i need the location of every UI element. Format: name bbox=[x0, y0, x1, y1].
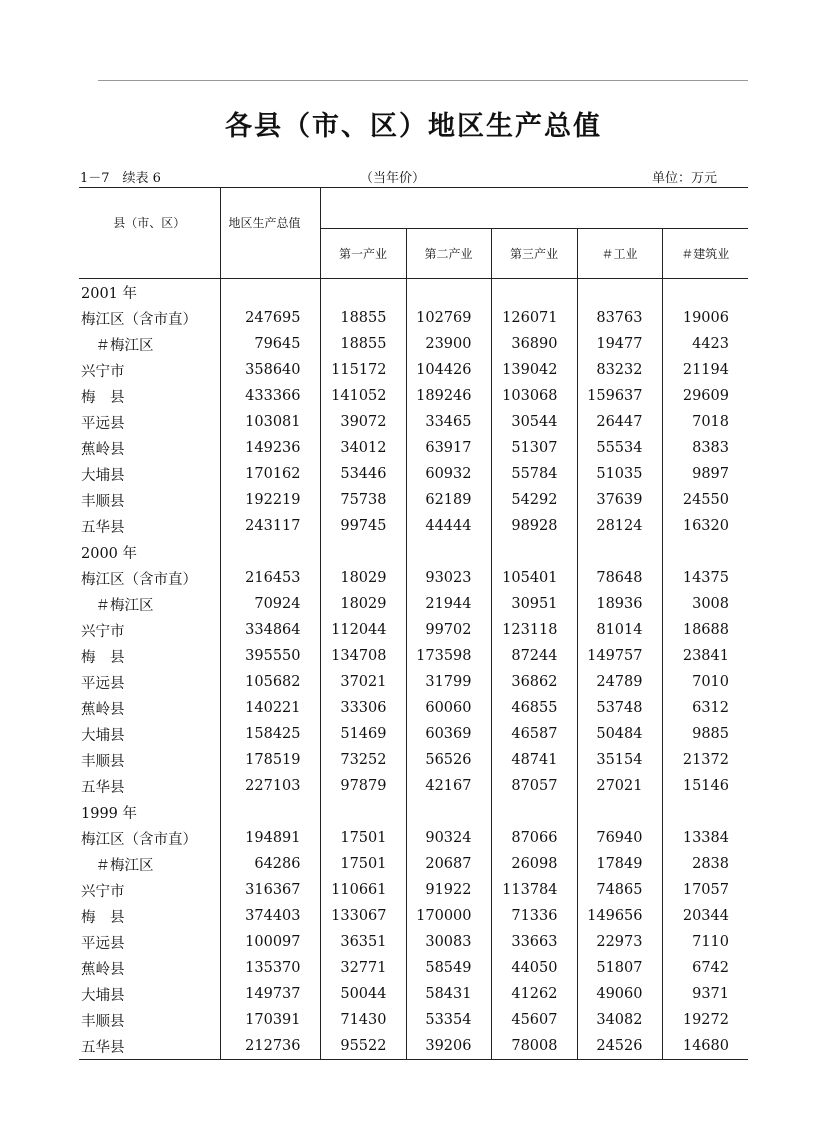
value-cell: 30544 bbox=[491, 409, 577, 435]
value-cell: 27021 bbox=[577, 773, 662, 799]
empty-cell bbox=[491, 799, 577, 825]
table-row bbox=[79, 461, 748, 487]
value-cell: 97879 bbox=[320, 773, 406, 799]
empty-cell bbox=[491, 279, 577, 306]
table-row bbox=[79, 305, 748, 331]
value-cell: 78008 bbox=[491, 1033, 577, 1060]
value-cell: 21194 bbox=[682, 362, 729, 378]
value-cell: 6312 bbox=[692, 700, 729, 716]
value-cell: 103068 bbox=[491, 383, 577, 409]
county-name: 大埔县 bbox=[79, 981, 220, 1007]
county-name: 大埔县 bbox=[79, 721, 220, 747]
empty-cell bbox=[662, 539, 748, 565]
empty-cell bbox=[320, 539, 406, 565]
value-cell: 18688 bbox=[682, 622, 729, 638]
value-cell: 227103 bbox=[220, 773, 320, 799]
header-industry: ＃工业 bbox=[577, 229, 662, 279]
value-cell: 63917 bbox=[406, 435, 491, 461]
empty-cell bbox=[577, 279, 662, 306]
value-cell: 93023 bbox=[406, 565, 491, 591]
value-cell: 49060 bbox=[577, 981, 662, 1007]
value-cell: 21372 bbox=[682, 752, 729, 768]
value-cell: 2838 bbox=[692, 856, 729, 872]
value-cell: 71336 bbox=[491, 903, 577, 929]
value-cell: 17501 bbox=[320, 851, 406, 877]
value-cell: 87066 bbox=[491, 825, 577, 851]
value-cell: 51307 bbox=[491, 435, 577, 461]
value-cell: 51469 bbox=[320, 721, 406, 747]
value-cell: 53748 bbox=[577, 695, 662, 721]
header-construction: ＃建筑业 bbox=[662, 229, 748, 279]
table-row bbox=[79, 565, 748, 591]
county-name: 梅江区（含市直） bbox=[79, 305, 220, 331]
value-cell: 23900 bbox=[406, 331, 491, 357]
value-cell: 141052 bbox=[320, 383, 406, 409]
table-row bbox=[79, 825, 748, 851]
value-cell: 135370 bbox=[220, 955, 320, 981]
value-cell: 9885 bbox=[692, 726, 729, 742]
value-cell: 32771 bbox=[320, 955, 406, 981]
value-cell: 58549 bbox=[406, 955, 491, 981]
value-cell: 178519 bbox=[220, 747, 320, 773]
county-name: ＃梅江区 bbox=[79, 331, 220, 357]
table-row bbox=[79, 1033, 748, 1060]
value-cell: 26098 bbox=[491, 851, 577, 877]
county-name: 兴宁市 bbox=[79, 877, 220, 903]
value-cell: 18855 bbox=[320, 331, 406, 357]
value-cell: 105401 bbox=[491, 565, 577, 591]
value-cell: 247695 bbox=[220, 305, 320, 331]
value-cell: 216453 bbox=[220, 565, 320, 591]
value-cell: 91922 bbox=[406, 877, 491, 903]
value-cell: 24550 bbox=[682, 492, 729, 508]
value-cell: 115172 bbox=[320, 357, 406, 383]
value-cell: 83763 bbox=[577, 305, 662, 331]
value-cell: 149656 bbox=[577, 903, 662, 929]
value-cell: 99702 bbox=[406, 617, 491, 643]
page-title: 各县（市、区）地区生产总值 bbox=[225, 111, 602, 142]
value-cell: 60932 bbox=[406, 461, 491, 487]
value-cell: 24526 bbox=[577, 1033, 662, 1060]
table-row bbox=[79, 435, 748, 461]
value-cell: 9897 bbox=[692, 466, 729, 482]
table-row bbox=[79, 903, 748, 929]
header-primary: 第一产业 bbox=[320, 229, 406, 279]
value-cell: 54292 bbox=[491, 487, 577, 513]
value-cell: 149236 bbox=[220, 435, 320, 461]
value-cell: 50484 bbox=[577, 721, 662, 747]
value-cell: 33465 bbox=[406, 409, 491, 435]
value-cell: 28124 bbox=[577, 513, 662, 539]
value-cell: 76940 bbox=[577, 825, 662, 851]
value-cell: 53446 bbox=[320, 461, 406, 487]
value-cell: 71430 bbox=[320, 1007, 406, 1033]
empty-cell bbox=[662, 799, 748, 825]
value-cell: 87057 bbox=[491, 773, 577, 799]
value-cell: 139042 bbox=[491, 357, 577, 383]
value-cell: 30951 bbox=[491, 591, 577, 617]
value-cell: 123118 bbox=[491, 617, 577, 643]
value-cell: 6742 bbox=[692, 960, 729, 976]
value-cell: 95522 bbox=[320, 1033, 406, 1060]
county-name: 大埔县 bbox=[79, 461, 220, 487]
value-cell: 212736 bbox=[220, 1033, 320, 1060]
table-row bbox=[79, 487, 748, 513]
gdp-table-container bbox=[79, 187, 748, 1060]
value-cell: 112044 bbox=[320, 617, 406, 643]
header-gdp: 地区生产总值 bbox=[220, 188, 320, 279]
value-cell: 98928 bbox=[491, 513, 577, 539]
table-row bbox=[79, 955, 748, 981]
value-cell: 20687 bbox=[406, 851, 491, 877]
table-row bbox=[79, 643, 748, 669]
county-name: ＃梅江区 bbox=[79, 591, 220, 617]
value-cell: 140221 bbox=[220, 695, 320, 721]
value-cell: 48741 bbox=[491, 747, 577, 773]
table-row bbox=[79, 981, 748, 1007]
value-cell: 149757 bbox=[577, 643, 662, 669]
table-row bbox=[79, 591, 748, 617]
value-cell: 18855 bbox=[320, 305, 406, 331]
value-cell: 26447 bbox=[577, 409, 662, 435]
empty-cell bbox=[220, 279, 320, 306]
value-cell: 44050 bbox=[491, 955, 577, 981]
value-cell: 44444 bbox=[406, 513, 491, 539]
county-name: 梅 县 bbox=[79, 903, 220, 929]
empty-cell bbox=[406, 279, 491, 306]
value-cell: 192219 bbox=[220, 487, 320, 513]
value-cell: 358640 bbox=[220, 357, 320, 383]
header-secondary: 第二产业 bbox=[406, 229, 491, 279]
value-cell: 50044 bbox=[320, 981, 406, 1007]
header-tertiary: 第三产业 bbox=[491, 229, 577, 279]
county-name: ＃梅江区 bbox=[79, 851, 220, 877]
unit-label: 单位：万元 bbox=[652, 171, 718, 186]
value-cell: 99745 bbox=[320, 513, 406, 539]
county-name: 五华县 bbox=[79, 1033, 220, 1060]
year-label: 2000 年 bbox=[79, 539, 220, 565]
value-cell: 29609 bbox=[682, 388, 729, 404]
value-cell: 158425 bbox=[220, 721, 320, 747]
value-cell: 113784 bbox=[491, 877, 577, 903]
table-row bbox=[79, 383, 748, 409]
value-cell: 17849 bbox=[577, 851, 662, 877]
value-cell: 41262 bbox=[491, 981, 577, 1007]
year-label: 1999 年 bbox=[79, 799, 220, 825]
value-cell: 102769 bbox=[406, 305, 491, 331]
value-cell: 19477 bbox=[577, 331, 662, 357]
county-name: 梅 县 bbox=[79, 383, 220, 409]
value-cell: 75738 bbox=[320, 487, 406, 513]
value-cell: 34012 bbox=[320, 435, 406, 461]
table-row bbox=[79, 695, 748, 721]
value-cell: 34082 bbox=[577, 1007, 662, 1033]
table-row bbox=[79, 357, 748, 383]
county-name: 丰顺县 bbox=[79, 747, 220, 773]
value-cell: 24789 bbox=[577, 669, 662, 695]
empty-cell bbox=[577, 539, 662, 565]
empty-cell bbox=[220, 539, 320, 565]
value-cell: 22973 bbox=[577, 929, 662, 955]
empty-cell bbox=[320, 799, 406, 825]
value-cell: 39206 bbox=[406, 1033, 491, 1060]
value-cell: 58431 bbox=[406, 981, 491, 1007]
county-name: 五华县 bbox=[79, 513, 220, 539]
value-cell: 104426 bbox=[406, 357, 491, 383]
value-cell: 13384 bbox=[682, 830, 729, 846]
table-row bbox=[79, 409, 748, 435]
county-name: 梅江区（含市直） bbox=[79, 825, 220, 851]
value-cell: 36351 bbox=[320, 929, 406, 955]
value-cell: 170000 bbox=[406, 903, 491, 929]
table-row bbox=[79, 929, 748, 955]
table-header bbox=[79, 188, 748, 279]
value-cell: 60060 bbox=[406, 695, 491, 721]
value-cell: 316367 bbox=[220, 877, 320, 903]
gdp-table bbox=[79, 187, 748, 1060]
empty-cell bbox=[406, 539, 491, 565]
value-cell: 55534 bbox=[577, 435, 662, 461]
value-cell: 14375 bbox=[682, 570, 729, 586]
value-cell: 79645 bbox=[220, 331, 320, 357]
value-cell: 14680 bbox=[662, 1033, 748, 1060]
value-cell: 19006 bbox=[682, 310, 729, 326]
value-cell: 7010 bbox=[692, 674, 729, 690]
value-cell: 39072 bbox=[320, 409, 406, 435]
value-cell: 46587 bbox=[491, 721, 577, 747]
value-cell: 243117 bbox=[220, 513, 320, 539]
county-name: 平远县 bbox=[79, 669, 220, 695]
value-cell: 9371 bbox=[692, 986, 729, 1002]
value-cell: 60369 bbox=[406, 721, 491, 747]
value-cell: 36890 bbox=[491, 331, 577, 357]
county-name: 蕉岭县 bbox=[79, 695, 220, 721]
value-cell: 23841 bbox=[682, 648, 729, 664]
value-cell: 19272 bbox=[682, 1012, 729, 1028]
table-row bbox=[79, 617, 748, 643]
value-cell: 18936 bbox=[577, 591, 662, 617]
value-cell: 90324 bbox=[406, 825, 491, 851]
empty-cell bbox=[220, 799, 320, 825]
table-row bbox=[79, 877, 748, 903]
header-spacer bbox=[320, 188, 748, 229]
value-cell: 53354 bbox=[406, 1007, 491, 1033]
county-name: 平远县 bbox=[79, 409, 220, 435]
value-cell: 33306 bbox=[320, 695, 406, 721]
value-cell: 334864 bbox=[220, 617, 320, 643]
value-cell: 36862 bbox=[491, 669, 577, 695]
year-label: 2001 年 bbox=[79, 279, 220, 306]
county-name: 蕉岭县 bbox=[79, 435, 220, 461]
value-cell: 433366 bbox=[220, 383, 320, 409]
year-row bbox=[79, 279, 748, 306]
value-cell: 45607 bbox=[491, 1007, 577, 1033]
table-row bbox=[79, 1007, 748, 1033]
county-name: 五华县 bbox=[79, 773, 220, 799]
value-cell: 149737 bbox=[220, 981, 320, 1007]
table-id: 1－7 续表 6 bbox=[80, 171, 161, 186]
value-cell: 173598 bbox=[406, 643, 491, 669]
value-cell: 37639 bbox=[577, 487, 662, 513]
table-row bbox=[79, 513, 748, 539]
year-row bbox=[79, 539, 748, 565]
empty-cell bbox=[662, 279, 748, 306]
value-cell: 62189 bbox=[406, 487, 491, 513]
value-cell: 133067 bbox=[320, 903, 406, 929]
value-cell: 100097 bbox=[220, 929, 320, 955]
value-cell: 87244 bbox=[491, 643, 577, 669]
county-name: 梅江区（含市直） bbox=[79, 565, 220, 591]
value-cell: 7110 bbox=[692, 934, 729, 950]
value-cell: 78648 bbox=[577, 565, 662, 591]
value-cell: 70924 bbox=[220, 591, 320, 617]
value-cell: 56526 bbox=[406, 747, 491, 773]
year-row bbox=[79, 799, 748, 825]
value-cell: 21944 bbox=[406, 591, 491, 617]
table-body bbox=[79, 279, 748, 1060]
county-name: 丰顺县 bbox=[79, 1007, 220, 1033]
value-cell: 8383 bbox=[692, 440, 729, 456]
value-cell: 18029 bbox=[320, 565, 406, 591]
empty-cell bbox=[577, 799, 662, 825]
table-row bbox=[79, 747, 748, 773]
value-cell: 395550 bbox=[220, 643, 320, 669]
value-cell: 7018 bbox=[692, 414, 729, 430]
value-cell: 42167 bbox=[406, 773, 491, 799]
value-cell: 81014 bbox=[577, 617, 662, 643]
county-name: 兴宁市 bbox=[79, 617, 220, 643]
value-cell: 31799 bbox=[406, 669, 491, 695]
value-cell: 30083 bbox=[406, 929, 491, 955]
value-cell: 189246 bbox=[406, 383, 491, 409]
table-row bbox=[79, 669, 748, 695]
value-cell: 17057 bbox=[682, 882, 729, 898]
table-row bbox=[79, 721, 748, 747]
value-cell: 103081 bbox=[220, 409, 320, 435]
top-rule bbox=[98, 80, 748, 81]
value-cell: 194891 bbox=[220, 825, 320, 851]
value-cell: 110661 bbox=[320, 877, 406, 903]
table-row bbox=[79, 851, 748, 877]
county-name: 平远县 bbox=[79, 929, 220, 955]
empty-cell bbox=[320, 279, 406, 306]
value-cell: 134708 bbox=[320, 643, 406, 669]
county-name: 梅 县 bbox=[79, 643, 220, 669]
table-row bbox=[79, 773, 748, 799]
value-cell: 74865 bbox=[577, 877, 662, 903]
value-cell: 83232 bbox=[577, 357, 662, 383]
value-cell: 35154 bbox=[577, 747, 662, 773]
value-cell: 33663 bbox=[491, 929, 577, 955]
value-cell: 374403 bbox=[220, 903, 320, 929]
value-cell: 64286 bbox=[220, 851, 320, 877]
value-cell: 159637 bbox=[577, 383, 662, 409]
value-cell: 3008 bbox=[692, 596, 729, 612]
empty-cell bbox=[491, 539, 577, 565]
value-cell: 51807 bbox=[577, 955, 662, 981]
value-cell: 20344 bbox=[682, 908, 729, 924]
county-name: 兴宁市 bbox=[79, 357, 220, 383]
price-note: （当年价） bbox=[360, 171, 426, 186]
value-cell: 4423 bbox=[692, 336, 729, 352]
value-cell: 17501 bbox=[320, 825, 406, 851]
value-cell: 170162 bbox=[220, 461, 320, 487]
value-cell: 126071 bbox=[491, 305, 577, 331]
value-cell: 51035 bbox=[577, 461, 662, 487]
value-cell: 16320 bbox=[682, 518, 729, 534]
value-cell: 73252 bbox=[320, 747, 406, 773]
value-cell: 55784 bbox=[491, 461, 577, 487]
value-cell: 105682 bbox=[220, 669, 320, 695]
value-cell: 170391 bbox=[220, 1007, 320, 1033]
county-name: 蕉岭县 bbox=[79, 955, 220, 981]
value-cell: 15146 bbox=[682, 778, 729, 794]
value-cell: 46855 bbox=[491, 695, 577, 721]
value-cell: 18029 bbox=[320, 591, 406, 617]
header-county: 县（市、区） bbox=[79, 188, 220, 279]
county-name: 丰顺县 bbox=[79, 487, 220, 513]
value-cell: 37021 bbox=[320, 669, 406, 695]
empty-cell bbox=[406, 799, 491, 825]
table-row bbox=[79, 331, 748, 357]
